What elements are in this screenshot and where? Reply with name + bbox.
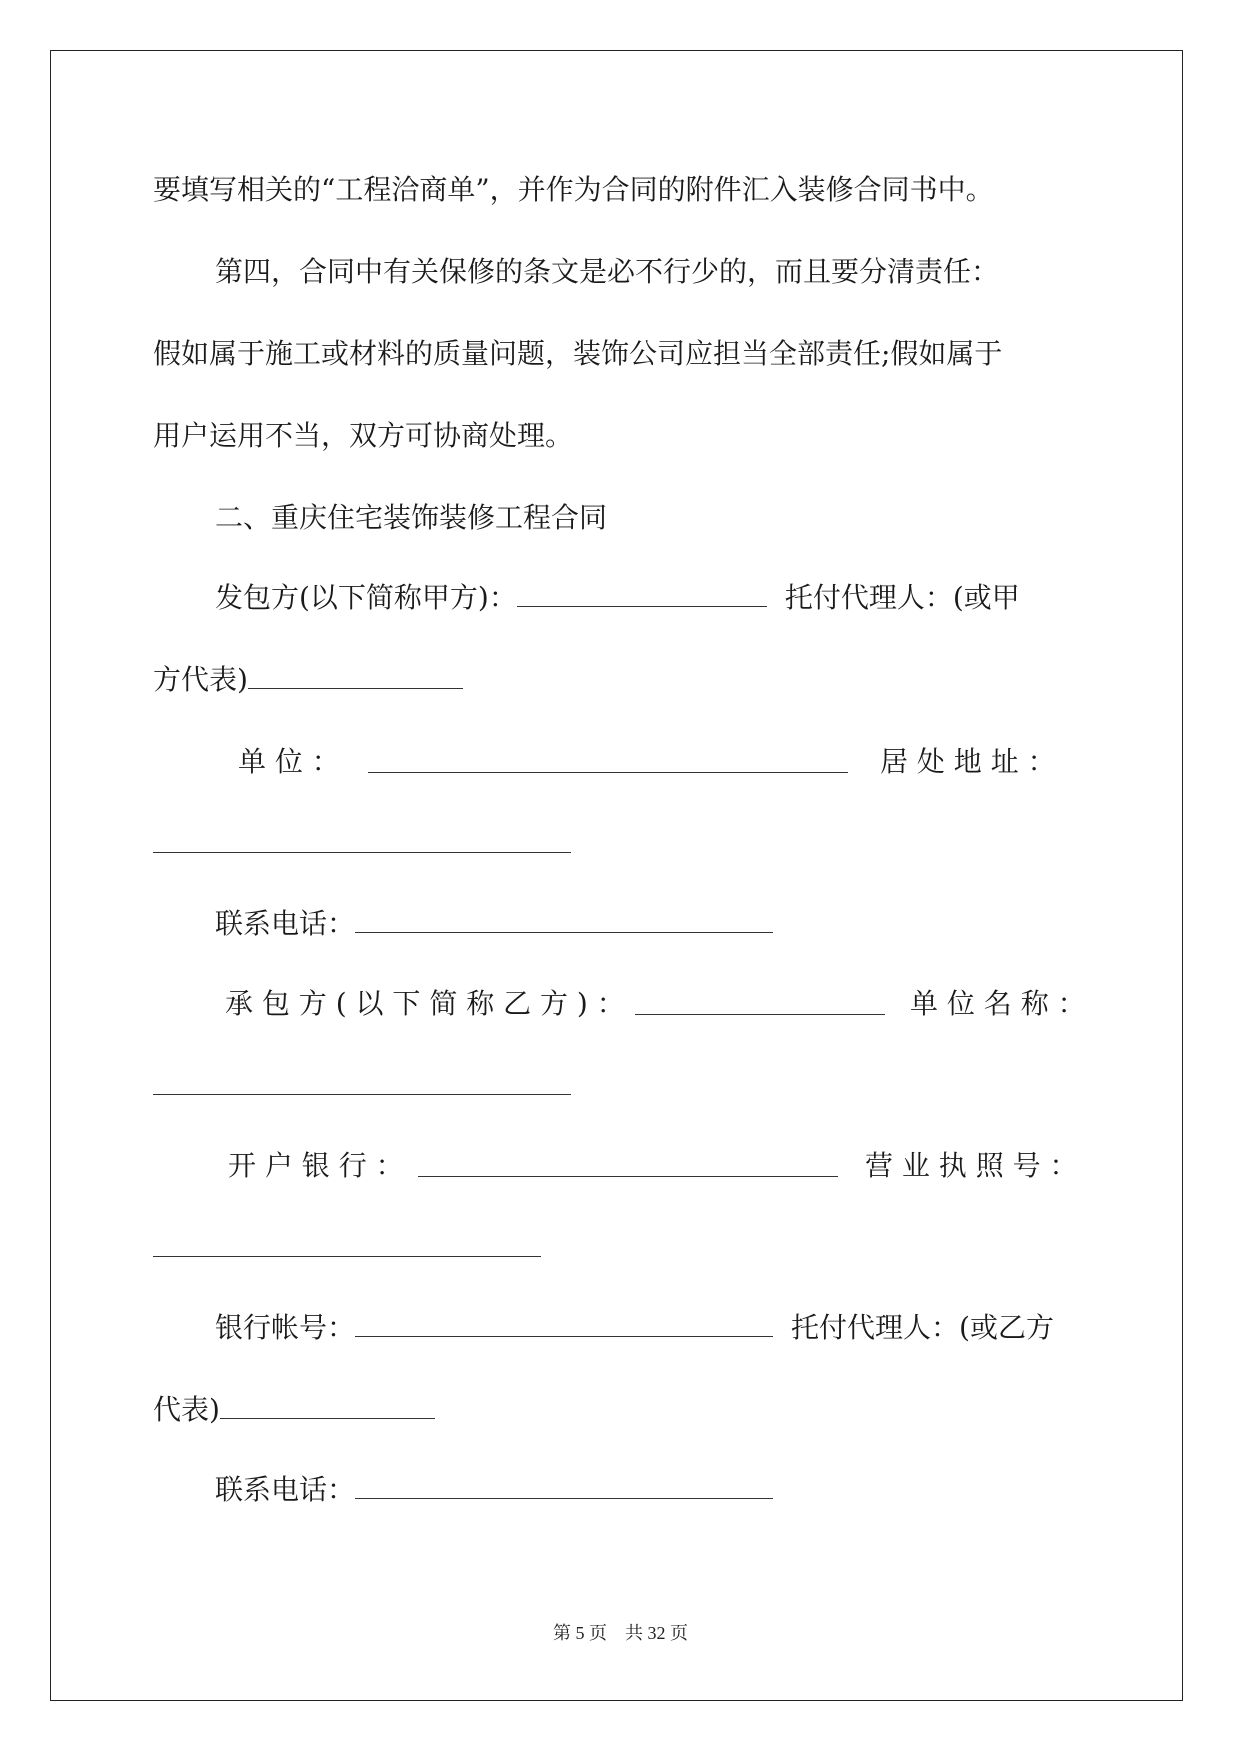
danwei-blank <box>368 772 848 773</box>
phone1-blank <box>355 906 773 933</box>
phone2-blank <box>355 1472 773 1499</box>
address-label: 居 处 地 址 ： <box>880 745 1056 778</box>
tuofu-jia-label: 托付代理人：(或甲 <box>784 581 1020 614</box>
license-label: 营 业 执 照 号 ： <box>865 1149 1078 1182</box>
account-blank <box>355 1310 773 1337</box>
account-label: 银行帐号： <box>215 1311 356 1344</box>
page-border <box>50 50 1183 1701</box>
unit-name-blank <box>153 1094 571 1095</box>
bank-label: 开 户 银 行 ： <box>228 1149 404 1182</box>
bank-blank <box>418 1176 838 1177</box>
jia-rep-label: 方代表) <box>153 663 248 696</box>
fabao-row <box>215 580 1020 616</box>
paragraph-line-3: 假如属于施工或材料的质量问题，装饰公司应担当全部责任;假如属于 <box>153 337 1003 370</box>
license-blank <box>153 1256 541 1257</box>
jia-rep-row <box>153 662 463 698</box>
paragraph-line-1: 要填写相关的“工程洽商单”，并作为合同的附件汇入装修合同书中。 <box>153 173 994 206</box>
yi-rep-label: 代表) <box>153 1393 220 1426</box>
yi-rep-blank <box>220 1392 435 1419</box>
jia-rep-blank <box>248 662 463 689</box>
phone1-label: 联系电话： <box>215 907 356 940</box>
danwei-label: 单 位 ： <box>238 745 340 778</box>
chengbao-label: 承 包 方 ( 以 下 简 称 乙 方 ) ： <box>225 987 625 1020</box>
section-heading: 二、重庆住宅装饰装修工程合同 <box>215 501 608 534</box>
tuofu-yi-label: 托付代理人：(或乙方 <box>791 1311 1054 1344</box>
paragraph-line-4: 用户运用不当，双方可协商处理。 <box>153 419 574 452</box>
unit-name-label: 单 位 名 称 ： <box>910 987 1086 1020</box>
page-number-footer: 第 5 页 共 32 页 <box>553 1623 688 1643</box>
phone1-row <box>215 906 773 942</box>
phone2-label: 联系电话： <box>215 1473 356 1506</box>
chengbao-blank <box>635 1014 885 1015</box>
address-blank <box>153 852 571 853</box>
paragraph-line-2: 第四，合同中有关保修的条文是必不行少的，而且要分清责任： <box>215 255 1000 288</box>
fabao-label: 发包方(以下简称甲方)： <box>215 581 517 614</box>
account-row <box>215 1310 1054 1346</box>
phone2-row <box>215 1472 773 1508</box>
fabao-blank <box>517 580 767 607</box>
yi-rep-row <box>153 1392 435 1428</box>
